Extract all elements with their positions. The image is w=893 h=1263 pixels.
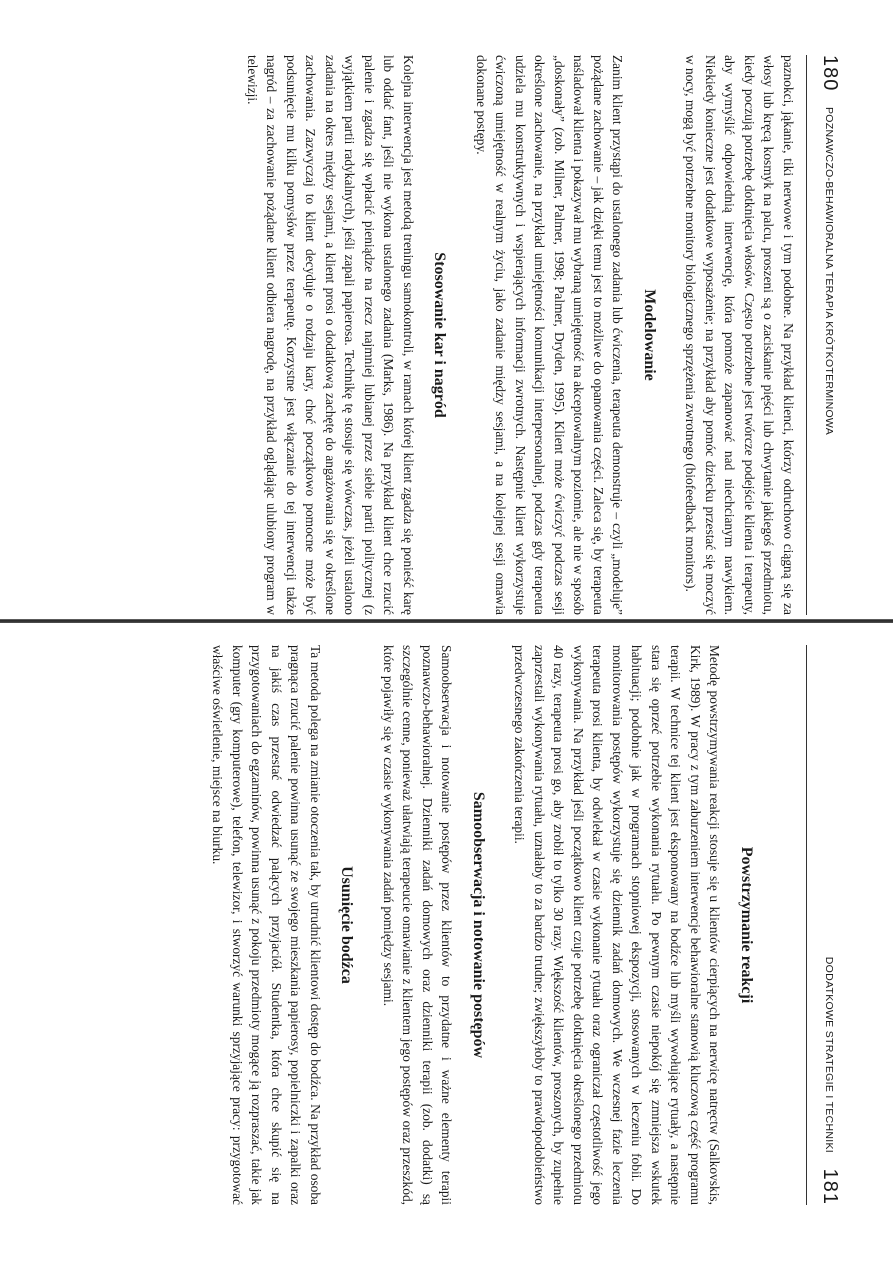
right-page-body	[208, 645, 806, 1205]
running-head: POZNAWCZO-BEHAWIORALNA TERAPIA KRÓTKOTERMINOWA	[823, 107, 835, 436]
running-head: DODATKOWE STRATEGIE I TECHNIKI	[823, 956, 835, 1153]
page-number: 180	[819, 55, 841, 92]
section-heading: Modelowanie	[641, 289, 658, 381]
section-heading: Stosowanie kar i nagród	[431, 252, 449, 418]
section-heading: Samoobserwacja i notowanie postępów	[470, 791, 487, 1059]
left-page-body	[243, 55, 807, 615]
paragraph: paznokci, jąkanie, tiki nerwowe i tym podobne. Na przykład klienci, którzy odruchowo ciągną się za włosy lub kręcą kosmyk na palcu, proszeni są o zaciskanie pięści lub chwytanie jakiegoś przedmiotu, kiedy poczują potrzebę dotknięcia włosów. Często potrzebne jest twórcze podejście klienta i terapeuty, aby wymyślić odpowiednią interwencję, która pomoże zapanować nad niechcianym nawykiem. Niekiedy konieczne jest dodatkowe wyposażenie; na przykład aby pomóc dziecku przestać się moczyć w nocy, mogą być potrzebne monitory biologicznego sprzężenia zwrotnego (biofeedback monitors).	[683, 55, 796, 615]
left-page	[45, 55, 845, 615]
paragraph: Zanim klient przystąpi do ustalonego zadania lub ćwiczenia, terapeuta demonstruje – czyli „modeluje” pożądane zachowanie – jak dzięki temu jest to możliwe do opanowania części. Zaleca się, by terapeuta naśladował klienta i pokazywał mu wybraną umiejętność na akceptowalnym poziomie, ale nie w sposób „doskonały” (zob. Milner, Palmer, 1998; Palmer, Dryden, 1995). Klient może ćwiczyć podczas sesji określone zachowanie, na przykład umiejętności komunikacji interpersonalnej, podczas gdy terapeuta udziela mu konstruktywnych i wspierających informacji zwrotnych. Następnie klient wykorzystuje ćwiczoną umiejętność w realnym życiu, jako zadanie między sesjami, a na kolejnej sesji omawia dokonane postępy.	[474, 55, 626, 615]
paragraph: Kolejna interwencja jest metodą treningu samokontroli, w ramach której klient zgadza się ponieść karę lub oddać fant, jeśli nie wykona ustalonego zadania (Marks, 1986). Na przykład klient chce rzucić palenie i zgadza się wpłacić pieniądze na rzecz najmniej lubianej przez siebie partii politycznej (z wyjątkiem partii radykalnych), jeśli zapali papierosa. Technikę tę stosuje się wówczas, jeżeli ustalono zadania na okres między sesjami, a klient prosi o dodatkową zachętę do angażowania się w określone zachowania. Zazwyczaj to klient decyduje o rodzaju kary, choć początkowo pomocne może być podsunięcie mu kilku pomysłów przez terapeutę. Korzystne jest włączanie do tej interwencji także nagród – za zachowanie pożądane klient odbiera nagrodę, na przykład oglądając ulubiony program w telewizji.	[245, 55, 416, 615]
section-heading: Usunięcie bodźca	[338, 866, 356, 984]
right-page	[45, 645, 845, 1205]
right-page-header	[806, 645, 845, 1205]
paragraph: Ta metoda polega na zmianie otoczenia tak, by utrudnić klientowi dostęp do bodźca. Na przykład osoba pragnąca rzucić palenie powinna usunąć ze swojego mieszkania papierosy, popielniczki i zapalki oraz na jakiś czas przestać odwiedzać palących przyjaciół. Studentka, która chce skupić się na przygotowaniach do egzaminów, powinna usunąć z pokoju przedmioty mogące ją rozpraszać, takie jak komputer (gry komputerowe), telefon, telewizor, i stworzyć warunki sprzyjające pracy: przygotować właściwe oświetlenie, miejsce na biurku.	[210, 645, 323, 1205]
paragraph: Metodę powstrzymywania reakcji stosuje się u klientów cierpiących na nerwicę natręctw (Salkovskis, Kirk, 1989). W pracy z tym zaburzeniem interwencje behawioralne stanowią kluczową część programu terapii. W technice tej klient jest eksponowany na bodźce lub myśli wywołujące rytuały, a następnie stara się oprzeć potrzebie wykonania rytuału. Po pewnym czasie niepokój się zmniejsza wskutek habituacji; podobnie jak w programach stopniowej ekspozycji, stosowanych w leczeniu fobii. Do monitorowania postępów wykorzystuje się dziennik zadań domowych. We wczesnej fazie leczenia terapeuta prosi klienta, by odwlekał w czasie wykonanie rytuału oraz ograniczał częstotliwość jego wykonywania. Na przykład jeśli początkowo klient czuje potrzebę dotknięcia określonego przedmiotu 40 razy, terapeuta prosi go, aby zrobił to tylko 30 razy. Większość klientów, proszonych, by zupełnie zaprzestali wykonywania rytuału, uznałaby to za bardzo trudne; zwiększyłoby to prawdopodobieństwo przedwczesnego zakończenia terapii.	[512, 645, 723, 1205]
left-page-header	[806, 55, 845, 615]
book-gutter	[0, 619, 893, 623]
page-number: 181	[819, 1168, 841, 1205]
paragraph: Samoobserwacja i notowanie postępów przez klientów to przydatne i ważne elementy terapii poznawczo-behawioralnej. Dzienniki zadań domowych oraz dzienniki terapii (zob. dodatki) są szczególnie cenne, ponieważ ułatwiają terapeucie omawianie z klientem jego postępów oraz przeszkód, które pojawiły się w czasie wykonywania zadań pomiędzy sesjami.	[381, 645, 455, 1205]
section-heading: Powstrzymanie reakcji	[738, 846, 755, 1004]
